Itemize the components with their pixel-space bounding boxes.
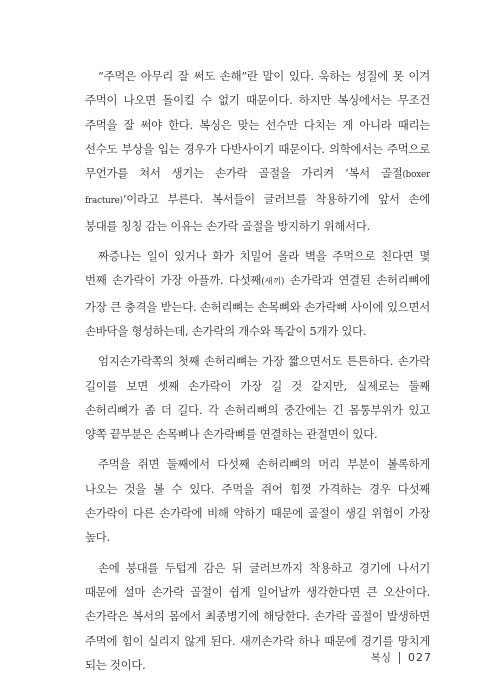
paragraph-1-annotation: (boxer fracture) [85, 170, 430, 207]
paragraph-4 [85, 452, 430, 549]
paragraph-2-text-before: 짜증나는 일이 있거나 화가 치밀어 올라 벽을 주먹으로 친다면 몇 번째 손가락이 가장 아플까. 다섯째 [85, 249, 430, 288]
paragraph-3-text: 엄지손가락쪽의 첫째 손허리뼈는 가장 짧으면서도 튼튼하다. 손가락 길이를 보면 셋째 손가락이 가장 길 것 같지만, 실제로는 둘째 손허리뼈가 좀 더 길다. 각 손허리뼈의 중간에는 긴 몸통부위가 있고 양쪽 끝부분은 손목뼈나 손가락뼈를 연결하는 관절면이 있다. [85, 354, 430, 442]
paragraph-1-text-after: ’이라고 부른다. 복서들이 글러브를 착용하기에 앞서 손에 붕대를 칭칭 감는 이유는 손가락 골절을 방지하기 위해서다. [85, 192, 430, 233]
footer-divider [399, 652, 400, 664]
running-footer-section: 복싱 [370, 652, 391, 664]
paragraph-2-annotation: (새끼) [261, 277, 285, 288]
body-text [85, 64, 430, 683]
paragraph-2-text-after: 손가락과 연결된 손허리뼈에 가장 큰 충격을 받는다. 손허리뼈는 손목뼈와 손가락뼈 사이에 있으면서 손바닥을 형성하는데, 손가락의 개수와 똑같이 5개가 있다. [85, 273, 430, 338]
paragraph-1 [85, 64, 430, 238]
paragraph-4-text: 주먹을 쥐면 둘째에서 다섯째 손허리뼈의 머리 부분이 볼록하게 나오는 것을 볼 수 있다. 주먹을 쥐어 힘껏 가격하는 경우 다섯째 손가락이 다른 손가락에 비해 약하기 때문에 골절이 생길 위험이 가장 높다. [85, 457, 430, 545]
page-number: 027 [408, 651, 432, 664]
paragraph-5-text: 손에 붕대를 두텁게 감은 뒤 글러브까지 착용하고 경기에 나서기 때문에 설마 손가락 골절이 쉽게 일어날까 생각한다면 큰 오산이다. 손가락은 복서의 몸에서 최종병기에 해당한다. 손가락 골절이 발생하면 주먹에 힘이 실리지 않게 된다. 새끼손가락 하나 때문에 경기를 망치게 되는 것이다. [85, 560, 430, 672]
page-footer [371, 650, 432, 665]
paragraph-2 [85, 244, 430, 343]
paragraph-3 [85, 349, 430, 446]
paragraph-1-text-before: “주먹은 아무리 잘 써도 손해”란 말이 있다. 욱하는 성질에 못 이겨 주먹이 나오면 돌이킬 수 없기 때문이다. 하지만 복싱에서는 무조건 주먹을 잘 써야 한다. 복싱은 맞는 선수만 다치는 게 아니라 때리는 선수도 부상을 입는 경우가 다반사이기 때문이다. 의학에서는 주먹으로 무언가를 쳐서 생기는 손가락 골절을 가리켜 ‘복서 골절 [85, 69, 430, 181]
